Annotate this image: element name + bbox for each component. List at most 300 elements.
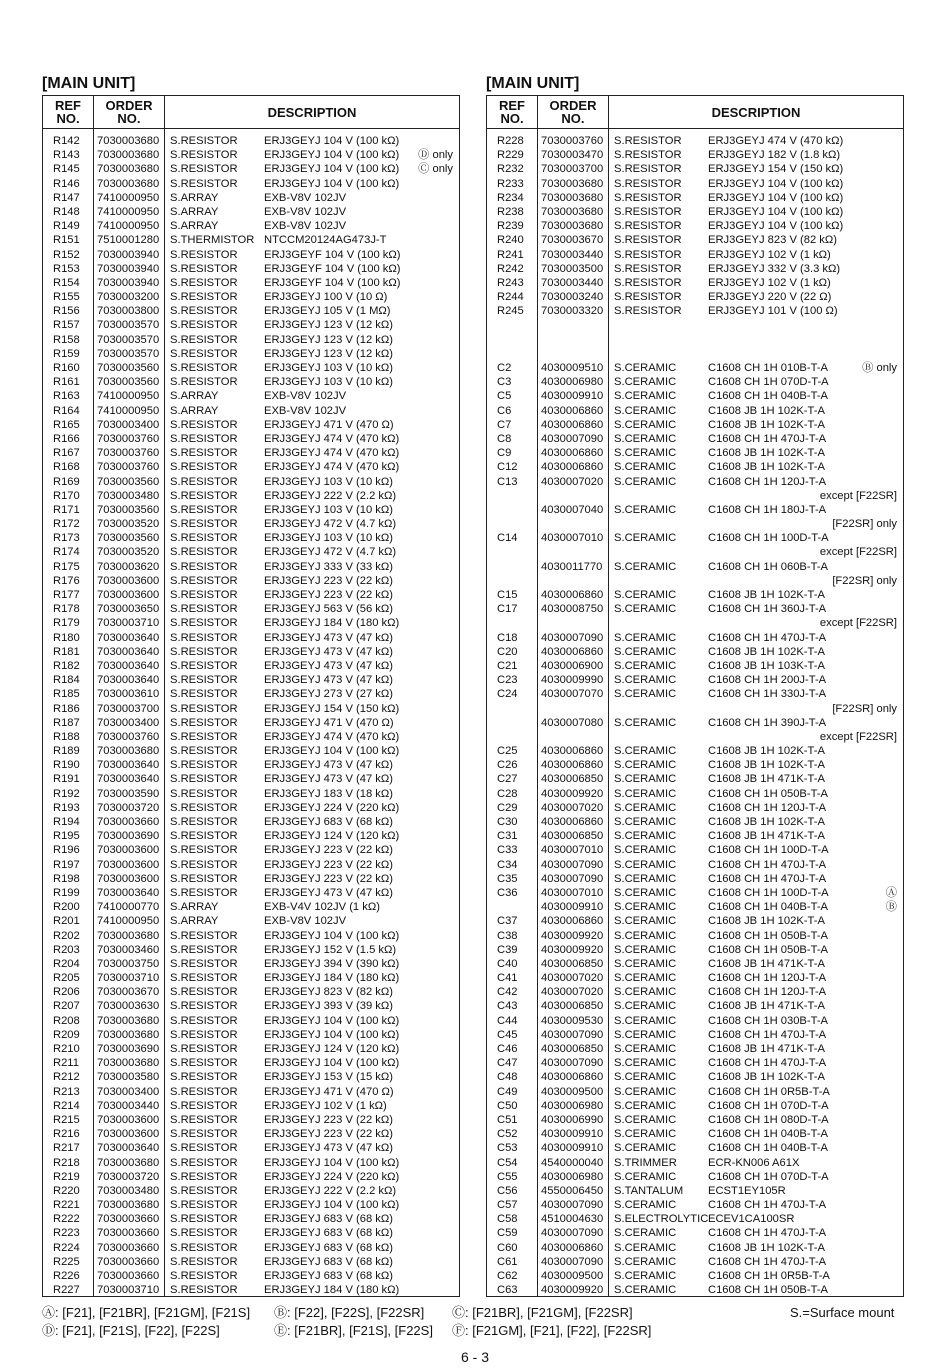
order-cell: 7030003660 bbox=[97, 816, 160, 828]
type-cell: S.RESISTOR bbox=[170, 1142, 238, 1155]
ref-cell: R212 bbox=[53, 1071, 80, 1084]
table-row bbox=[43, 645, 459, 659]
order-cell: 7030003670 bbox=[97, 986, 160, 999]
order-cell: 7030003680 bbox=[97, 163, 160, 176]
table-row bbox=[43, 460, 459, 474]
order-cell: 4030007090 bbox=[541, 631, 604, 644]
part-cell: C1608 JB 1H 471K-T-A bbox=[708, 830, 825, 843]
order-cell: 7030003600 bbox=[97, 574, 160, 587]
ref-cell: R189 bbox=[53, 745, 80, 758]
table-row bbox=[43, 900, 459, 914]
order-cell: 7030003680 bbox=[97, 1014, 160, 1027]
type-cell: S.CERAMIC bbox=[614, 929, 677, 942]
table-row bbox=[487, 1283, 903, 1297]
type-cell: S.CERAMIC bbox=[614, 645, 677, 658]
type-cell: S.RESISTOR bbox=[170, 518, 238, 531]
order-cell: 4030006860 bbox=[541, 745, 604, 758]
ref-cell: C50 bbox=[497, 1099, 518, 1112]
order-cell: 4030011770 bbox=[541, 560, 603, 573]
part-cell: C1608 CH 1H 0R5B-T-A bbox=[708, 1270, 830, 1282]
part-cell: C1608 CH 1H 040B-T-A bbox=[708, 390, 829, 403]
part-cell: EXB-V8V 102JV bbox=[264, 404, 347, 417]
table-row bbox=[43, 389, 459, 403]
order-cell: 7030003680 bbox=[541, 191, 604, 204]
type-cell: S.RESISTOR bbox=[170, 1199, 238, 1212]
table-row bbox=[487, 829, 903, 843]
table-row bbox=[43, 730, 459, 744]
type-cell: S.CERAMIC bbox=[614, 1142, 677, 1155]
type-cell: S.RESISTOR bbox=[170, 319, 238, 332]
type-cell: S.RESISTOR bbox=[170, 972, 238, 985]
section-title: [MAIN UNIT] bbox=[42, 75, 136, 92]
table-row bbox=[487, 843, 903, 857]
part-cell: C1608 JB 1H 102K-T-A bbox=[708, 447, 825, 460]
ref-cell: R149 bbox=[53, 220, 80, 233]
table-row bbox=[487, 758, 903, 772]
type-cell: S.RESISTOR bbox=[170, 376, 238, 389]
order-cell: 4030006860 bbox=[541, 461, 604, 474]
type-cell: S.CERAMIC bbox=[614, 886, 677, 899]
table-row bbox=[487, 957, 903, 971]
type-cell: S.RESISTOR bbox=[614, 305, 682, 318]
ref-cell: C12 bbox=[497, 461, 518, 474]
ref-cell: C43 bbox=[497, 1000, 518, 1013]
ref-cell: R169 bbox=[53, 475, 80, 488]
type-cell: S.CERAMIC bbox=[614, 1057, 677, 1070]
part-cell: ERJ3GEYJ 154 V (150 kΩ) bbox=[264, 702, 400, 715]
ref-cell: C42 bbox=[497, 986, 518, 999]
table-row bbox=[487, 985, 903, 999]
part-cell: C1608 CH 1H 180J-T-A bbox=[708, 503, 827, 516]
type-cell: S.RESISTOR bbox=[614, 248, 682, 261]
legend-c: Ⓒ: [F21BR], [F21GM], [F22SR] bbox=[452, 1305, 633, 1320]
ref-cell: R146 bbox=[53, 177, 80, 190]
order-cell: 4030007090 bbox=[541, 1255, 604, 1268]
type-cell: S.RESISTOR bbox=[170, 1071, 238, 1084]
type-cell: S.RESISTOR bbox=[170, 432, 238, 445]
order-cell: 7030003630 bbox=[97, 1000, 160, 1013]
table-row bbox=[43, 744, 459, 758]
ref-cell: C44 bbox=[497, 1014, 518, 1027]
table-row bbox=[43, 347, 459, 361]
part-cell: ERJ3GEYJ 154 V (150 kΩ) bbox=[708, 163, 844, 176]
type-cell: S.CERAMIC bbox=[614, 560, 677, 573]
order-cell: 7030003680 bbox=[97, 135, 160, 147]
part-cell: ERJ3GEYJ 683 V (68 kΩ) bbox=[264, 1270, 393, 1282]
order-cell: 7030003570 bbox=[97, 347, 160, 360]
order-cell: 7030003600 bbox=[97, 1113, 160, 1126]
table-row bbox=[43, 290, 459, 304]
ref-cell: C31 bbox=[497, 830, 518, 843]
order-cell: 4030006900 bbox=[541, 659, 604, 672]
table-row bbox=[487, 971, 903, 985]
part-cell: ERJ3GEYJ 472 V (4.7 kΩ) bbox=[264, 546, 397, 559]
ref-cell: R186 bbox=[53, 702, 80, 715]
ref-cell: R155 bbox=[53, 291, 80, 304]
table-row bbox=[43, 1113, 459, 1127]
part-cell: ERJ3GEYJ 101 V (100 Ω) bbox=[708, 305, 838, 318]
order-cell: 4030009920 bbox=[541, 929, 604, 942]
table-row bbox=[43, 985, 459, 999]
table-row bbox=[487, 248, 903, 262]
order-cell: 7030003760 bbox=[97, 730, 160, 743]
part-cell: C1608 CH 1H 470J-T-A bbox=[708, 1057, 827, 1070]
part-cell: ERJ3GEYJ 100 V (10 Ω) bbox=[264, 291, 388, 304]
table-row bbox=[487, 1198, 903, 1212]
type-cell: S.CERAMIC bbox=[614, 503, 677, 516]
type-cell: S.CERAMIC bbox=[614, 872, 677, 885]
table-row bbox=[487, 460, 903, 474]
table-row bbox=[487, 404, 903, 418]
table-row bbox=[43, 248, 459, 262]
description-header: DESCRIPTION bbox=[711, 104, 801, 120]
order-cell: 7030003560 bbox=[97, 376, 160, 389]
ref-cell: R167 bbox=[53, 447, 80, 460]
order-cell: 4030007020 bbox=[541, 475, 604, 488]
part-cell: C1608 CH 1H 470J-T-A bbox=[708, 432, 827, 445]
table-rows bbox=[487, 129, 903, 1297]
parts-table bbox=[42, 95, 460, 1297]
type-cell: S.CERAMIC bbox=[614, 1270, 677, 1282]
type-cell: S.RESISTOR bbox=[614, 149, 682, 162]
part-cell: C1608 CH 1H 050B-T-A bbox=[708, 1284, 829, 1297]
part-cell: C1608 JB 1H 102K-T-A bbox=[708, 418, 825, 431]
ref-cell: R219 bbox=[53, 1170, 80, 1183]
part-cell: ERJ3GEYJ 103 V (10 kΩ) bbox=[264, 503, 393, 516]
note-cell: except [F22SR] bbox=[819, 546, 897, 559]
legend-a: Ⓐ: [F21], [F21BR], [F21GM], [F21S] bbox=[42, 1305, 251, 1320]
order-cell: 7030003640 bbox=[97, 631, 160, 644]
table-row bbox=[487, 1042, 903, 1056]
part-cell: ERJ3GEYJ 104 V (100 kΩ) bbox=[264, 745, 400, 758]
type-cell: S.CERAMIC bbox=[614, 1028, 677, 1041]
table-row bbox=[43, 177, 459, 191]
part-cell: C1608 CH 1H 070D-T-A bbox=[708, 1099, 829, 1112]
part-cell: ERJ3GEYJ 184 V (180 kΩ) bbox=[264, 1284, 400, 1297]
type-cell: S.RESISTOR bbox=[170, 262, 238, 275]
ref-cell: R203 bbox=[53, 943, 80, 956]
table-row bbox=[487, 999, 903, 1013]
table-header bbox=[43, 96, 459, 129]
part-cell: ERJ3GEYJ 474 V (470 kΩ) bbox=[264, 432, 400, 445]
table-row bbox=[43, 772, 459, 786]
type-cell: S.RESISTOR bbox=[170, 773, 238, 786]
order-cell: 4030009910 bbox=[541, 1142, 604, 1155]
description-header: DESCRIPTION bbox=[267, 104, 357, 120]
order-cell: 4540000040 bbox=[541, 1156, 604, 1169]
part-cell: ERJ3GEYJ 332 V (3.3 kΩ) bbox=[708, 262, 841, 275]
order-cell: 4030007090 bbox=[541, 432, 604, 445]
type-cell: S.RESISTOR bbox=[170, 943, 238, 956]
ref-cell: R166 bbox=[53, 432, 80, 445]
ref-cell: C58 bbox=[497, 1213, 518, 1226]
ref-cell: R218 bbox=[53, 1156, 80, 1169]
table-row bbox=[487, 716, 903, 730]
part-cell: ERJ3GEYJ 223 V (22 kΩ) bbox=[264, 1128, 393, 1141]
type-cell: S.RESISTOR bbox=[614, 191, 682, 204]
table-row bbox=[43, 233, 459, 247]
type-cell: S.CERAMIC bbox=[614, 986, 677, 999]
order-cell: 7030003570 bbox=[97, 333, 160, 346]
ref-cell: R207 bbox=[53, 1000, 80, 1013]
table-row bbox=[487, 1070, 903, 1084]
part-cell: C1608 JB 1H 102K-T-A bbox=[708, 1071, 825, 1084]
ref-cell: R151 bbox=[53, 234, 80, 247]
order-cell: 7030003760 bbox=[97, 432, 160, 445]
order-cell: 7030003570 bbox=[97, 319, 160, 332]
table-row bbox=[43, 1141, 459, 1155]
table-row bbox=[487, 219, 903, 233]
order-cell: 7030003640 bbox=[97, 773, 160, 786]
order-cell: 4030007040 bbox=[541, 503, 604, 516]
ref-cell: C30 bbox=[497, 816, 518, 828]
table-row bbox=[487, 1099, 903, 1113]
type-cell: S.CERAMIC bbox=[614, 1099, 677, 1112]
order-cell: 7030003600 bbox=[97, 1128, 160, 1141]
ref-cell: R152 bbox=[53, 248, 80, 261]
order-cell: 4030007010 bbox=[541, 886, 604, 899]
table-row bbox=[487, 631, 903, 645]
type-cell: S.RESISTOR bbox=[170, 1000, 238, 1013]
ref-cell: C17 bbox=[497, 603, 518, 616]
type-cell: S.CERAMIC bbox=[614, 787, 677, 800]
table-row bbox=[487, 1056, 903, 1070]
table-row bbox=[43, 702, 459, 716]
table-row bbox=[487, 801, 903, 815]
ref-cell: R195 bbox=[53, 830, 80, 843]
type-cell: S.CERAMIC bbox=[614, 447, 677, 460]
order-cell: 4030006860 bbox=[541, 404, 604, 417]
type-cell: S.CERAMIC bbox=[614, 404, 677, 417]
table-row bbox=[43, 1212, 459, 1226]
note-cell: Ⓐ bbox=[885, 886, 897, 899]
part-cell: EXB-V4V 102JV (1 kΩ) bbox=[264, 901, 380, 914]
type-cell: S.CERAMIC bbox=[614, 745, 677, 758]
order-cell: 7030003400 bbox=[97, 716, 160, 729]
ref-cell: R204 bbox=[53, 957, 80, 970]
type-cell: S.RESISTOR bbox=[170, 745, 238, 758]
part-cell: ERJ3GEYF 104 V (100 kΩ) bbox=[264, 248, 401, 261]
ref-cell: C59 bbox=[497, 1227, 518, 1240]
legend-b: Ⓑ: [F22], [F22S], [F22SR] bbox=[274, 1305, 425, 1320]
type-cell: S.RESISTOR bbox=[170, 957, 238, 970]
table-row bbox=[487, 1184, 903, 1198]
order-cell: 4030006980 bbox=[541, 1170, 604, 1183]
part-cell: ERJ3GEYJ 224 V (220 kΩ) bbox=[264, 801, 400, 814]
part-cell: C1608 CH 1H 050B-T-A bbox=[708, 787, 829, 800]
table-row bbox=[487, 177, 903, 191]
order-cell: 7030003610 bbox=[97, 688, 160, 701]
type-cell: S.CERAMIC bbox=[614, 759, 677, 772]
ref-no-header: REF NO. bbox=[499, 98, 525, 126]
ref-cell: C36 bbox=[497, 886, 518, 899]
order-cell: 4030006860 bbox=[541, 759, 604, 772]
type-cell: S.ARRAY bbox=[170, 404, 219, 417]
ref-cell: R170 bbox=[53, 489, 80, 502]
type-cell: S.RESISTOR bbox=[170, 929, 238, 942]
order-cell: 4030009920 bbox=[541, 787, 604, 800]
order-cell: 7030003760 bbox=[97, 447, 160, 460]
type-cell: S.RESISTOR bbox=[170, 489, 238, 502]
part-cell: C1608 JB 1H 102K-T-A bbox=[708, 1241, 825, 1254]
table-row bbox=[487, 730, 903, 744]
type-cell: S.RESISTOR bbox=[170, 730, 238, 743]
table-row bbox=[43, 418, 459, 432]
part-cell: C1608 CH 1H 050B-T-A bbox=[708, 943, 829, 956]
part-cell: ERJ3GEYJ 471 V (470 Ω) bbox=[264, 1085, 394, 1098]
type-cell: S.CERAMIC bbox=[614, 603, 677, 616]
table-row bbox=[487, 290, 903, 304]
ref-cell: R226 bbox=[53, 1270, 80, 1282]
table-row bbox=[487, 1127, 903, 1141]
type-cell: S.RESISTOR bbox=[170, 532, 238, 545]
note-cell: [F22SR] only bbox=[832, 574, 897, 587]
table-row bbox=[487, 503, 903, 517]
table-row bbox=[43, 659, 459, 673]
section-title: [MAIN UNIT] bbox=[486, 75, 580, 92]
ref-cell: R164 bbox=[53, 404, 80, 417]
part-cell: EXB-V8V 102JV bbox=[264, 390, 347, 403]
part-cell: ERJ3GEYJ 104 V (100 kΩ) bbox=[264, 135, 400, 147]
table-row bbox=[43, 375, 459, 389]
ref-cell: C49 bbox=[497, 1085, 518, 1098]
table-row bbox=[43, 999, 459, 1013]
part-cell: C1608 CH 1H 120J-T-A bbox=[708, 801, 827, 814]
order-cell: 4030006990 bbox=[541, 1113, 604, 1126]
table-row bbox=[43, 631, 459, 645]
part-cell: C1608 CH 1H 070D-T-A bbox=[708, 376, 829, 389]
table-row bbox=[43, 1156, 459, 1170]
order-cell: 7030003440 bbox=[541, 248, 604, 261]
ref-cell: R179 bbox=[53, 617, 80, 630]
part-cell: C1608 CH 1H 390J-T-A bbox=[708, 716, 827, 729]
type-cell: S.RESISTOR bbox=[170, 617, 238, 630]
type-cell: S.CERAMIC bbox=[614, 957, 677, 970]
order-cell: 7030003200 bbox=[97, 291, 160, 304]
part-cell: ERJ3GEYJ 102 V (1 kΩ) bbox=[708, 248, 831, 261]
table-row bbox=[487, 517, 903, 531]
order-cell: 4030006860 bbox=[541, 447, 604, 460]
type-cell: S.RESISTOR bbox=[170, 276, 238, 289]
part-cell: C1608 JB 1H 103K-T-A bbox=[708, 659, 825, 672]
part-cell: ERJ3GEYJ 153 V (15 kΩ) bbox=[264, 1071, 393, 1084]
part-cell: ERJ3GEYJ 103 V (10 kΩ) bbox=[264, 532, 393, 545]
order-cell: 7030003720 bbox=[97, 801, 160, 814]
type-cell: S.RESISTOR bbox=[170, 631, 238, 644]
ref-cell: R227 bbox=[53, 1284, 80, 1297]
type-cell: S.TRIMMER bbox=[614, 1156, 677, 1169]
order-cell: 4030009910 bbox=[541, 390, 604, 403]
table-row bbox=[43, 446, 459, 460]
ref-cell: R201 bbox=[53, 915, 80, 928]
order-cell: 7030003480 bbox=[97, 1184, 160, 1197]
order-cell: 4030007090 bbox=[541, 858, 604, 871]
ref-cell: R173 bbox=[53, 532, 80, 545]
part-cell: ERJ3GEYJ 104 V (100 kΩ) bbox=[264, 149, 400, 162]
table-row bbox=[487, 1156, 903, 1170]
part-cell: ERJ3GEYJ 104 V (100 kΩ) bbox=[264, 929, 400, 942]
ref-cell: C7 bbox=[497, 418, 512, 431]
type-cell: S.RESISTOR bbox=[170, 1255, 238, 1268]
table-row bbox=[487, 1014, 903, 1028]
order-cell: 4030006860 bbox=[541, 915, 604, 928]
ref-cell: R242 bbox=[497, 262, 524, 275]
type-cell: S.CERAMIC bbox=[614, 362, 677, 374]
order-cell: 7030003640 bbox=[97, 659, 160, 672]
ref-no-header: REF NO. bbox=[55, 98, 81, 126]
order-cell: 4030009910 bbox=[541, 901, 604, 914]
order-no-header: ORDER NO. bbox=[549, 98, 597, 126]
type-cell: S.RESISTOR bbox=[170, 1085, 238, 1098]
note-cell: [F22SR] only bbox=[832, 518, 897, 531]
part-cell: C1608 CH 1H 010B-T-A bbox=[708, 362, 829, 374]
part-cell: ERJ3GEYJ 683 V (68 kΩ) bbox=[264, 1241, 393, 1254]
ref-cell: C9 bbox=[497, 447, 512, 460]
order-cell: 7030003560 bbox=[97, 532, 160, 545]
order-cell: 7030003440 bbox=[97, 1099, 160, 1112]
type-cell: S.RESISTOR bbox=[170, 1241, 238, 1254]
order-cell: 7030003640 bbox=[97, 1142, 160, 1155]
table-row bbox=[487, 1255, 903, 1269]
part-cell: C1608 CH 1H 030B-T-A bbox=[708, 1014, 829, 1027]
type-cell: S.CERAMIC bbox=[614, 716, 677, 729]
ref-cell: R157 bbox=[53, 319, 80, 332]
part-cell: ERJ3GEYJ 683 V (68 kΩ) bbox=[264, 1255, 393, 1268]
ref-cell: R154 bbox=[53, 276, 80, 289]
table-row bbox=[43, 886, 459, 900]
order-cell: 7030003590 bbox=[97, 787, 160, 800]
type-cell: S.CERAMIC bbox=[614, 1071, 677, 1084]
part-cell: C1608 JB 1H 102K-T-A bbox=[708, 404, 825, 417]
order-cell: 7030003650 bbox=[97, 603, 160, 616]
table-row bbox=[43, 333, 459, 347]
ref-cell: C46 bbox=[497, 1043, 518, 1055]
part-cell: C1608 CH 1H 470J-T-A bbox=[708, 631, 827, 644]
type-cell: S.RESISTOR bbox=[170, 1128, 238, 1141]
ref-cell: R172 bbox=[53, 518, 80, 531]
ref-cell: R232 bbox=[497, 163, 524, 176]
part-cell: ERJ3GEYJ 474 V (470 kΩ) bbox=[264, 730, 400, 743]
table-row bbox=[43, 205, 459, 219]
type-cell: S.CERAMIC bbox=[614, 858, 677, 871]
table-row bbox=[43, 517, 459, 531]
part-cell: C1608 CH 1H 040B-T-A bbox=[708, 1142, 829, 1155]
part-cell: ERJ3GEYJ 473 V (47 kΩ) bbox=[264, 631, 393, 644]
order-cell: 7410000950 bbox=[97, 915, 160, 928]
part-cell: NTCCM20124AG473J-T bbox=[264, 234, 387, 247]
part-cell: C1608 JB 1H 102K-T-A bbox=[708, 589, 825, 601]
ref-cell: R205 bbox=[53, 972, 80, 985]
part-cell: ERJ3GEYJ 472 V (4.7 kΩ) bbox=[264, 518, 397, 531]
order-cell: 7030003680 bbox=[97, 1028, 160, 1041]
part-cell: ERJ3GEYJ 103 V (10 kΩ) bbox=[264, 362, 393, 374]
ref-cell: R199 bbox=[53, 886, 80, 899]
table-row bbox=[487, 446, 903, 460]
table-row bbox=[43, 815, 459, 829]
type-cell: S.RESISTOR bbox=[170, 688, 238, 701]
ref-cell: R185 bbox=[53, 688, 80, 701]
table-row bbox=[487, 148, 903, 162]
table-row bbox=[487, 659, 903, 673]
ref-cell: C29 bbox=[497, 801, 518, 814]
order-cell: 7410000950 bbox=[97, 205, 160, 218]
ref-cell: R168 bbox=[53, 461, 80, 474]
legend-e: Ⓔ: [F21BR], [F21S], [F22S] bbox=[274, 1323, 433, 1338]
table-row bbox=[487, 772, 903, 786]
order-cell: 4030006980 bbox=[541, 1099, 604, 1112]
legend-f: Ⓕ: [F21GM], [F21], [F22], [F22SR] bbox=[452, 1323, 652, 1338]
ref-cell: R156 bbox=[53, 305, 80, 318]
